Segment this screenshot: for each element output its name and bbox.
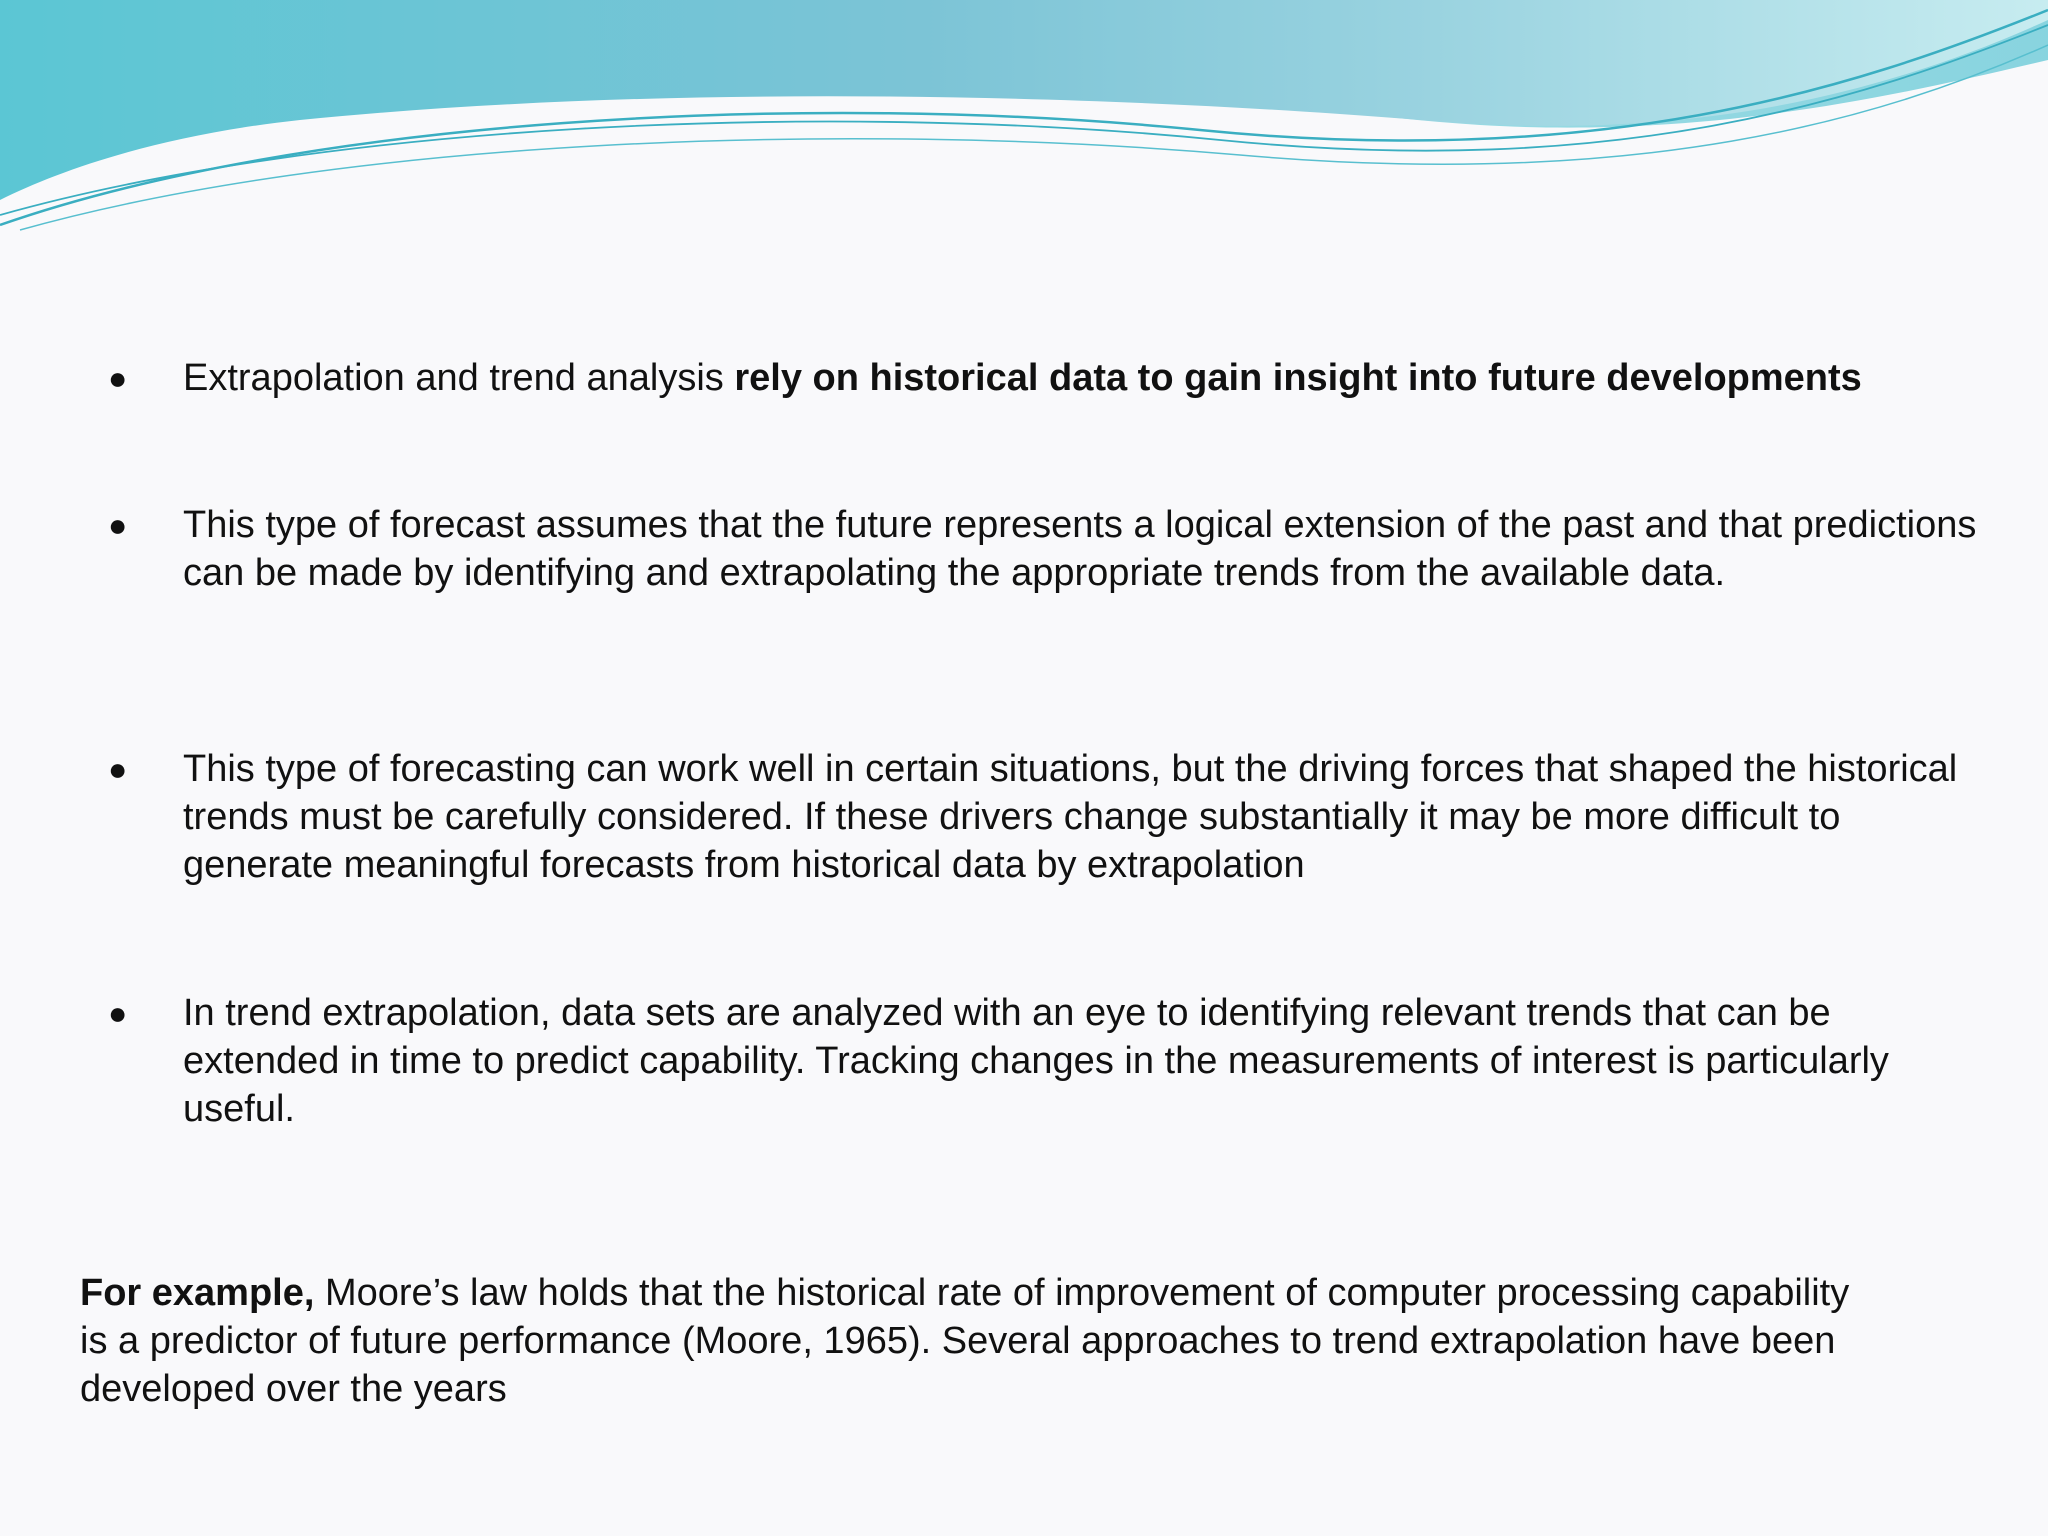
- bullet-text: In trend extrapolation, data sets are analyzed with an eye to identifying relevant trends that can be extended in time to predict capability. Tracking changes in the measurements of interest is particularly useful.: [183, 992, 1889, 1130]
- header-wave-decoration: [0, 0, 2048, 240]
- bullet-dot: ●: [108, 507, 128, 543]
- bullet-dot: ●: [108, 751, 128, 787]
- bullet-text: Extrapolation and trend analysis rely on historical data to gain insight into future developments: [183, 357, 1862, 399]
- example-paragraph: [80, 1269, 1860, 1413]
- bullet-dot: ●: [108, 995, 128, 1031]
- bullet-bold-text: rely on historical data to gain insight into future developments: [734, 357, 1862, 399]
- bullet-text: This type of forecast assumes that the future represents a logical extension of the past and that predictions can be made by identifying and extrapolating the appropriate trends from the available data.: [183, 504, 1977, 594]
- example-lead: For example,: [80, 1272, 315, 1314]
- bullet-dot: ●: [108, 360, 128, 396]
- bullet-text: This type of forecasting can work well in certain situations, but the driving forces that shaped the historical trends must be carefully considered. If these drivers change substantially it may be more difficult to generate meaningful forecasts from historical data by extrapolation: [183, 748, 1958, 886]
- example-text: Moore’s law holds that the historical rate of improvement of computer processing capability is a predictor of future performance (Moore, 1965). Several approaches to trend extrapolation have been developed over the years: [80, 1272, 1850, 1410]
